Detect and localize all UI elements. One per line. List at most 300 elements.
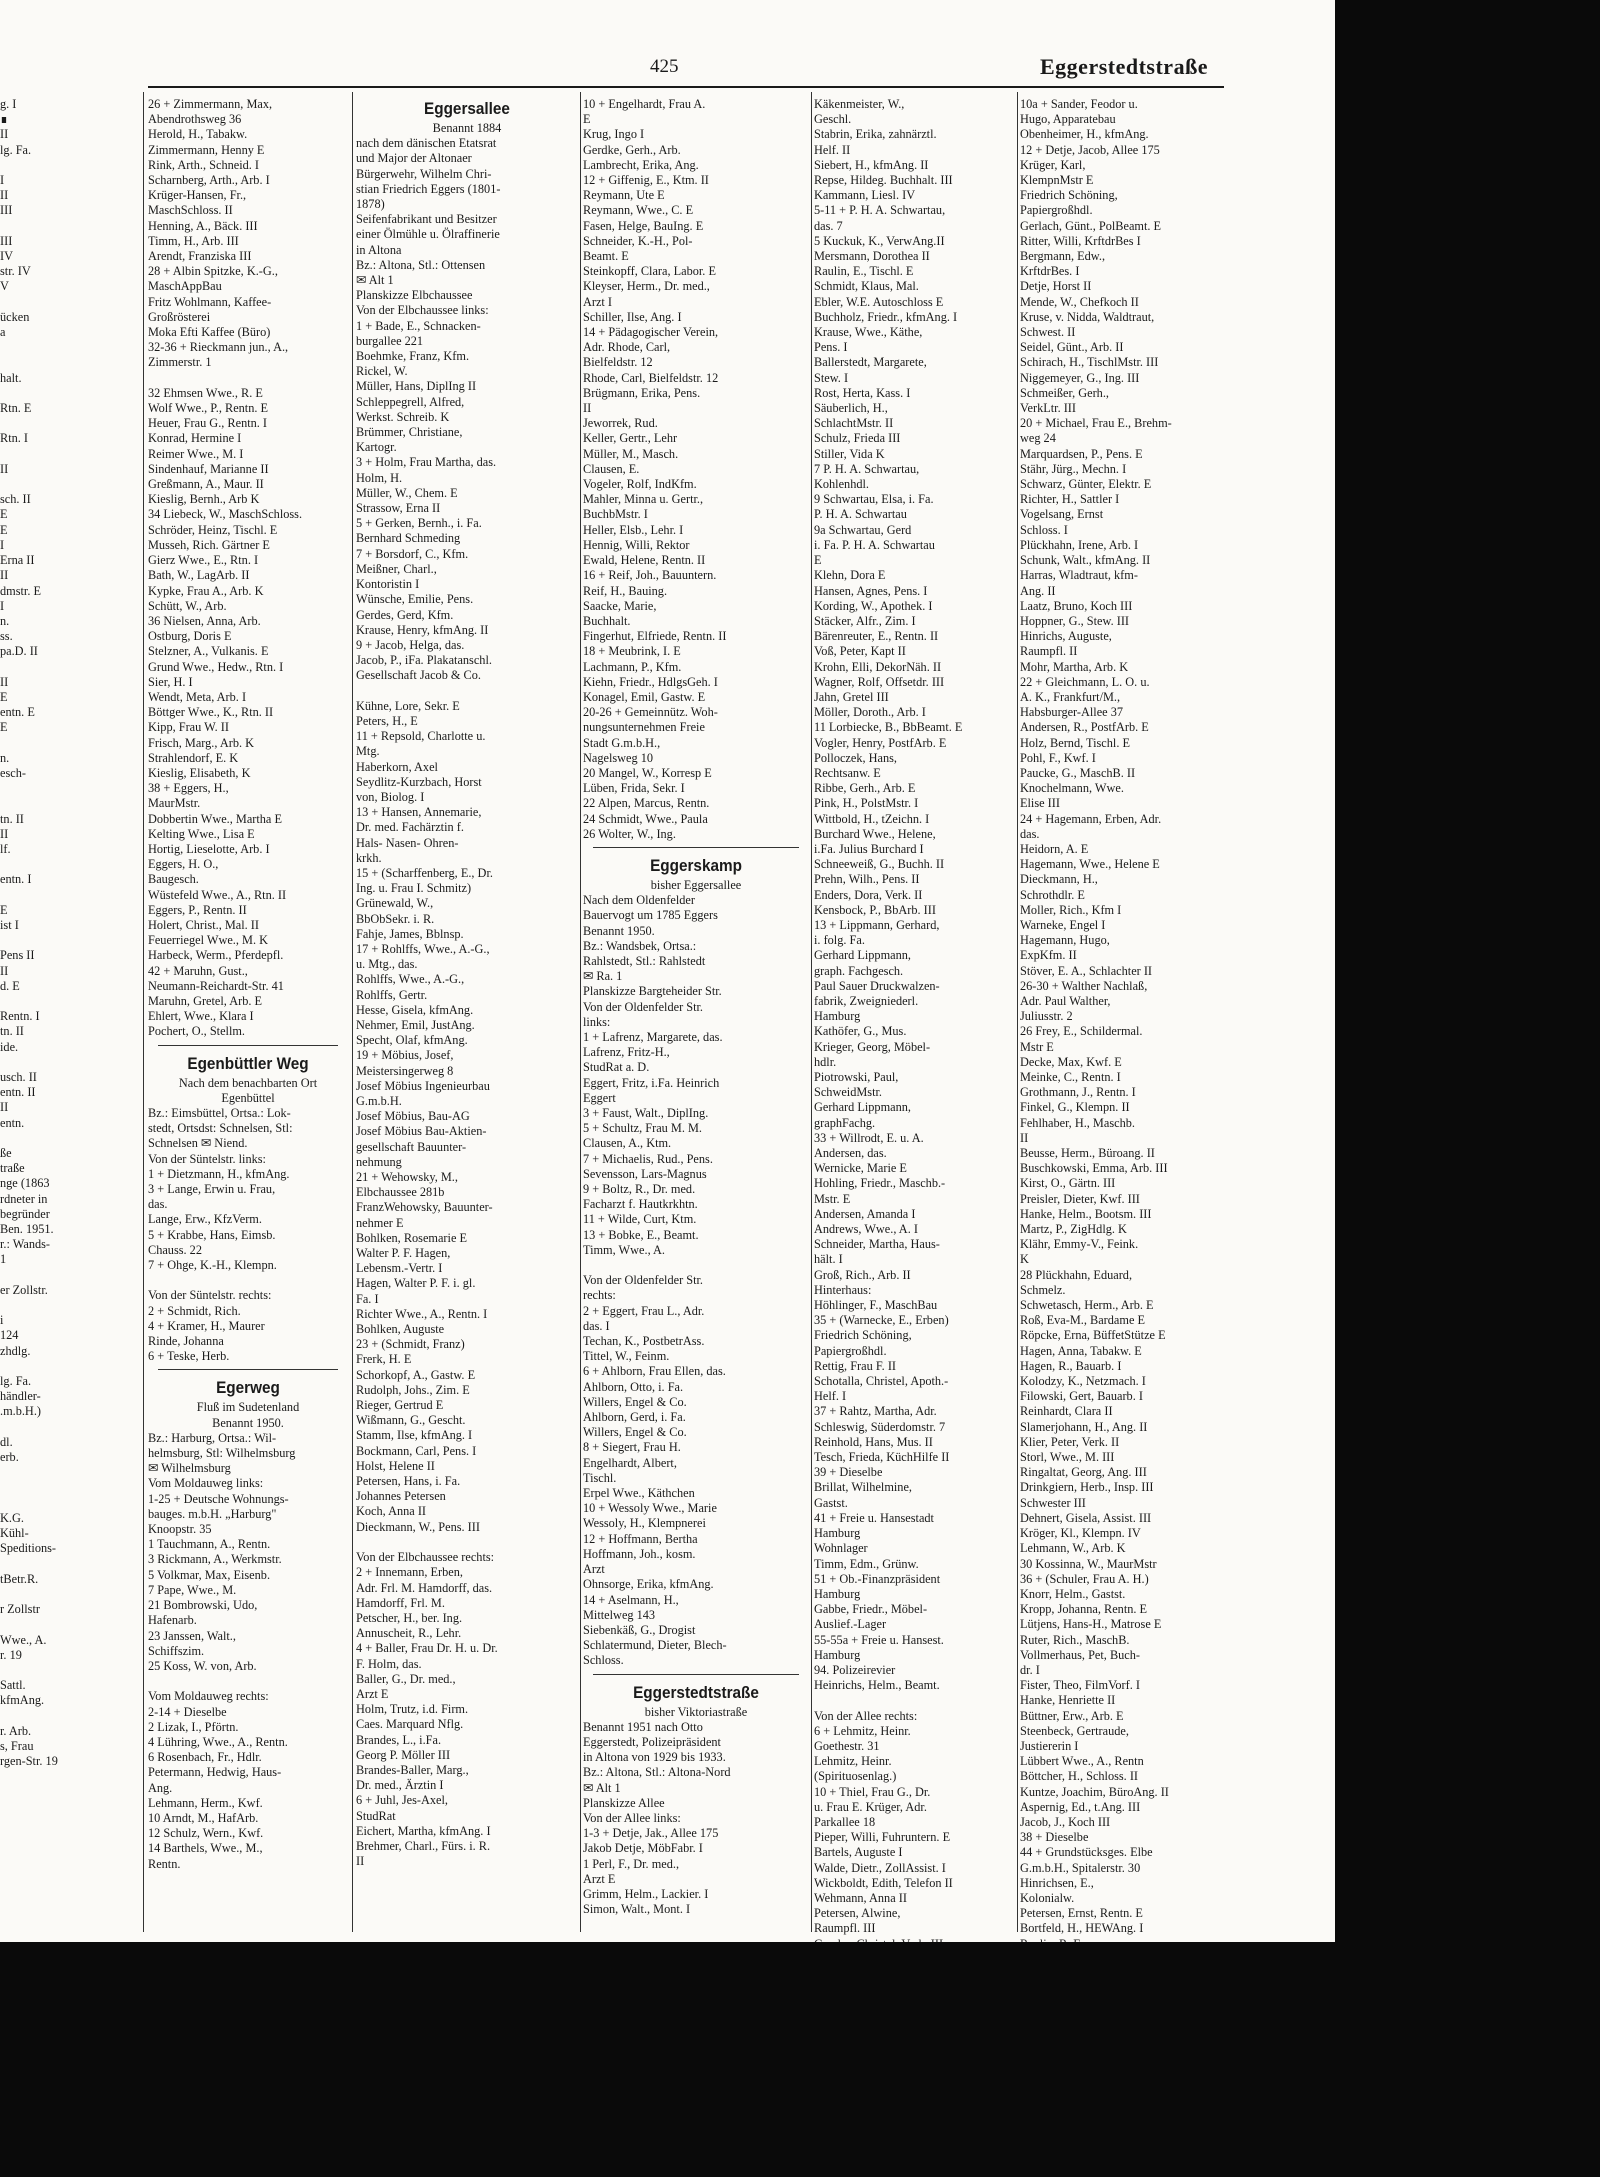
- directory-entry: Büttner, Erw., Arb. E: [1020, 1708, 1124, 1723]
- directory-entry: Kensbock, P., BbArb. III: [814, 902, 936, 917]
- directory-entry: Gabbe, Friedr., Möbel-: [814, 1602, 928, 1617]
- scan-border-bottom: [0, 1942, 1600, 2177]
- directory-entry: Krüger-Hansen, Fr.,: [148, 188, 247, 203]
- directory-entry: III: [0, 233, 13, 248]
- directory-entry: graph. Fachgesch.: [814, 963, 904, 978]
- directory-entry: tBetr.R.: [0, 1571, 39, 1586]
- directory-entry: 94. Polizeirevier: [814, 1662, 896, 1677]
- directory-entry: Elbchaussee 281b: [356, 1185, 445, 1200]
- directory-entry: Timm, Wwe., A.: [583, 1242, 665, 1257]
- directory-entry: Brügmann, Erika, Pens.: [583, 385, 701, 400]
- directory-entry: Von der Elbchaussee links:: [356, 303, 489, 318]
- directory-entry: 2 + Eggert, Frau L., Adr.: [583, 1303, 705, 1318]
- directory-entry: Reymann, Wwe., C. E: [583, 203, 694, 218]
- directory-entry: Gerlach, Günt., PolBeamt. E: [1020, 218, 1162, 233]
- directory-entry: 8 + Siegert, Frau H.: [583, 1440, 681, 1455]
- directory-entry: Grünewald, W.,: [356, 896, 434, 911]
- directory-entry: II: [0, 188, 9, 203]
- directory-entry: r.: Wands-: [0, 1237, 51, 1252]
- directory-entry: Stew. I: [814, 370, 849, 385]
- directory-entry: in Altona von 1929 bis 1933.: [583, 1750, 726, 1765]
- directory-entry: Mtg.: [356, 744, 380, 759]
- directory-entry: Egenbüttel: [221, 1090, 275, 1105]
- directory-entry: Schrothdlr. E: [1020, 887, 1085, 902]
- directory-entry: [0, 781, 142, 796]
- directory-entry: Müller, Hans, DiplIng II: [356, 379, 477, 394]
- directory-entry: Keller, Gertr., Lehr: [583, 431, 678, 446]
- directory-entry: Hamburg: [814, 1647, 861, 1662]
- directory-entry: nach dem dänischen Etatsrat: [356, 136, 497, 151]
- directory-entry: Seydlitz-Kurzbach, Horst: [356, 774, 482, 789]
- directory-entry: Rickel, W.: [356, 364, 408, 379]
- directory-entry: 32 Ehmsen Wwe., R. E: [148, 385, 263, 400]
- directory-entry: Klier, Peter, Verk. II: [1020, 1434, 1120, 1449]
- directory-entry: 20 + Michael, Frau E., Brehm-: [1020, 416, 1172, 431]
- directory-entry: I: [0, 598, 5, 613]
- directory-entry: 4 + Baller, Frau Dr. H. u. Dr.: [356, 1641, 498, 1656]
- directory-entry: 124: [0, 1328, 19, 1343]
- directory-entry: Wolf Wwe., P., Rentn. E: [148, 401, 269, 416]
- directory-entry: Hamburg: [814, 1526, 861, 1541]
- directory-entry: Reinhardt, Clara II: [1020, 1404, 1113, 1419]
- directory-entry: Ringaltat, Georg, Ang. III: [1020, 1465, 1147, 1480]
- directory-entry: Clausen, A., Ktm.: [583, 1136, 672, 1151]
- directory-entry: Brehmer, Charl., Fürs. i. R.: [356, 1838, 491, 1853]
- directory-entry: Moller, Rich., Kfm I: [1020, 902, 1122, 917]
- directory-entry: [0, 1663, 142, 1678]
- directory-entry: nge (1863: [0, 1176, 50, 1191]
- directory-entry: 23 Janssen, Walt.,: [148, 1628, 236, 1643]
- directory-entry: Paucke, G., MaschB. II: [1020, 765, 1136, 780]
- directory-entry: [0, 219, 142, 234]
- directory-entry: Meinke, C., Rentn. I: [1020, 1070, 1121, 1084]
- directory-entry: Eichert, Martha, kfmAng. I: [356, 1823, 491, 1838]
- directory-entry: helmsburg, Stl: Wilhelmsburg: [148, 1446, 296, 1461]
- directory-entry: 26-30 + Walther Nachlaß,: [1020, 978, 1148, 993]
- directory-entry: links:: [583, 1014, 611, 1029]
- directory-entry: 5 + Gerken, Bernh., i. Fa.: [356, 516, 482, 531]
- directory-entry: Baller, G., Dr. med.,: [356, 1671, 456, 1686]
- column-4: [814, 97, 1014, 1936]
- directory-entry: Kartogr.: [356, 440, 397, 455]
- directory-entry: Schmelz.: [1020, 1282, 1066, 1297]
- directory-entry: [0, 1480, 142, 1495]
- directory-entry: Rentn. I: [0, 1009, 40, 1024]
- directory-entry: Großrösterei: [148, 309, 211, 324]
- directory-entry: Schorkopf, A., Gastw. E: [356, 1367, 476, 1382]
- directory-entry: Adr. Paul Walther,: [1020, 993, 1111, 1008]
- directory-entry: [356, 684, 578, 699]
- directory-entry: 12 + Giffenig, E., Ktm. II: [583, 173, 709, 188]
- directory-entry: II: [1020, 1130, 1029, 1145]
- directory-entry: Hoffmann, Joh., kosm.: [583, 1546, 696, 1561]
- directory-entry: Hennig, Willi, Rektor: [583, 537, 690, 552]
- directory-entry: Kiehn, Friedr., HdlgsGeh. I: [583, 674, 718, 689]
- directory-entry: hdlr.: [814, 1054, 837, 1069]
- directory-entry: das.: [1020, 826, 1040, 841]
- directory-entry: [0, 1465, 142, 1480]
- directory-entry: Schloss.: [583, 1653, 624, 1668]
- directory-entry: ss.: [0, 629, 13, 644]
- directory-entry: stian Friedrich Eggers (1801-: [356, 181, 501, 196]
- directory-entry: usch. II: [0, 1070, 37, 1084]
- directory-entry: Walter P. F. Hagen,: [356, 1246, 451, 1261]
- directory-entry: erb.: [0, 1450, 19, 1465]
- directory-entry: Buschkowski, Emma, Arb. III: [1020, 1161, 1168, 1176]
- directory-entry: Meißner, Charl.,: [356, 561, 437, 576]
- directory-entry: Stäcker, Alfr., Zim. I: [814, 613, 916, 628]
- directory-entry: Hanke, Helm., Bootsm. III: [1020, 1206, 1152, 1221]
- directory-entry: Nagelsweg 10: [583, 750, 654, 765]
- directory-entry: Bz.: Wandsbek, Ortsa.:: [583, 938, 697, 953]
- directory-entry: 3 + Faust, Walt., DiplIng.: [583, 1106, 709, 1120]
- directory-entry: VerkLtr. III: [1020, 401, 1076, 416]
- directory-entry: Reinhold, Hans, Mus. II: [814, 1434, 933, 1449]
- directory-entry: 21 + Wehowsky, M.,: [356, 1170, 458, 1185]
- directory-entry: Laatz, Bruno, Koch III: [1020, 598, 1133, 613]
- directory-entry: 34 Liebeck, W., MaschSchloss.: [148, 507, 303, 522]
- directory-entry: 4 + Kramer, H., Maurer: [148, 1318, 265, 1333]
- directory-entry: Goethestr. 31: [814, 1738, 880, 1753]
- directory-entry: Von der Süntelstr. links:: [148, 1151, 266, 1166]
- directory-entry: Jahn, Gretel III: [814, 689, 889, 704]
- directory-entry: Von der Elbchaussee rechts:: [356, 1550, 495, 1565]
- directory-entry: Sindenhauf, Marianne II: [148, 461, 269, 476]
- directory-entry: nehmer E: [356, 1215, 404, 1230]
- directory-entry: 37 + Rahtz, Martha, Adr.: [814, 1404, 937, 1419]
- directory-entry: [0, 1420, 142, 1435]
- directory-entry: rgen-Str. 19: [0, 1754, 58, 1769]
- directory-entry: Petscher, H., ber. Ing.: [356, 1610, 463, 1625]
- directory-entry: Müller, M., Masch.: [583, 446, 679, 461]
- directory-entry: Krug, Ingo I: [583, 127, 645, 142]
- directory-entry: 18 + Meubrink, I. E: [583, 644, 681, 659]
- directory-entry: 22 Alpen, Marcus, Rentn.: [583, 796, 710, 811]
- directory-entry: weg 24: [1020, 431, 1056, 446]
- directory-entry: Benannt 1950.: [583, 923, 655, 938]
- directory-entry: Nach dem benachbarten Ort: [178, 1075, 318, 1090]
- directory-entry: Von der Allee links:: [583, 1810, 681, 1825]
- directory-entry: Erna II: [0, 553, 35, 568]
- directory-entry: Techan, K., PostbetrAss.: [583, 1334, 705, 1349]
- directory-entry: 12 + Hoffmann, Bertha: [583, 1531, 698, 1546]
- directory-entry: Bergmann, Edw.,: [1020, 249, 1106, 264]
- directory-entry: Raumpfl. II: [1020, 644, 1078, 659]
- directory-entry: s, Frau: [0, 1738, 34, 1753]
- directory-entry: Eggerstedt, Polizeipräsident: [583, 1734, 721, 1749]
- directory-entry: Specht, Olaf, kfmAng.: [356, 1033, 468, 1048]
- directory-entry: 2 + Schmidt, Rich.: [148, 1303, 241, 1318]
- directory-entry: 10 + Wessoly Wwe., Marie: [583, 1501, 717, 1516]
- directory-entry: 20 Mangel, W., Korresp E: [583, 765, 712, 780]
- directory-entry: Benannt 1884: [432, 121, 502, 135]
- directory-entry: Filowski, Gert, Bauarb. I: [1020, 1389, 1143, 1404]
- directory-entry: 36 + (Schuler, Frau A. H.): [1020, 1571, 1149, 1586]
- directory-entry: Krause, Wwe., Käthe,: [814, 325, 923, 340]
- directory-entry: [0, 1268, 142, 1283]
- directory-entry: pa.D. II: [0, 644, 38, 659]
- directory-entry: Papiergroßhdl.: [814, 1343, 887, 1358]
- directory-entry: Fa. I: [356, 1291, 379, 1306]
- directory-entry: Hagen, Walter P. F. i. gl.: [356, 1276, 476, 1291]
- directory-entry: Schloss. I: [1020, 522, 1068, 537]
- directory-entry: Sattl.: [0, 1678, 26, 1693]
- directory-entry: [0, 1298, 142, 1313]
- directory-entry: Planskizze Elbchaussee: [356, 288, 473, 303]
- directory-entry: Hamdorff, Frl. M.: [356, 1595, 445, 1610]
- directory-entry: Schulz, Frieda III: [814, 431, 901, 446]
- directory-entry: Ruter, Rich., MaschB.: [1020, 1632, 1130, 1647]
- directory-entry: Kontoristin I: [356, 577, 420, 592]
- directory-entry: Justiererin I: [1020, 1738, 1079, 1753]
- directory-entry: kfmAng.: [0, 1693, 45, 1708]
- directory-entry: Lafrenz, Fritz-H.,: [583, 1045, 670, 1060]
- street-heading: Eggerstedtstraße: [633, 1682, 759, 1702]
- directory-entry: Polloczek, Hans,: [814, 750, 897, 765]
- directory-entry: Dr. med. Fachärztin f.: [356, 820, 464, 835]
- directory-entry: Mende, W., Chefkoch II: [1020, 294, 1139, 309]
- directory-entry: E: [814, 553, 822, 568]
- directory-entry: Ohnsorge, Erika, kfmAng.: [583, 1577, 714, 1592]
- directory-entry: Hagemann, Wwe., Helene E: [1020, 857, 1160, 872]
- running-title: Eggerstedtstraße: [1040, 54, 1209, 79]
- column-divider: [811, 92, 812, 1932]
- directory-entry: Mittelweg 143: [583, 1607, 656, 1622]
- directory-entry: Planskizze Bargteheider Str.: [583, 984, 722, 999]
- directory-entry: I: [0, 173, 5, 188]
- directory-entry: [0, 1709, 142, 1724]
- directory-entry: Frerk, H. E: [356, 1352, 412, 1367]
- directory-entry: Neumann-Reichardt-Str. 41: [148, 978, 284, 993]
- directory-entry: Niggemeyer, G., Ing. III: [1020, 370, 1140, 385]
- directory-entry: Facharzt f. Hautkrkhtn.: [583, 1197, 698, 1212]
- directory-entry: Gerdes, Gerd, Kfm.: [356, 607, 454, 622]
- directory-entry: ✉ Alt 1: [583, 1780, 621, 1795]
- directory-entry: [0, 1557, 142, 1572]
- directory-entry: Höhlinger, F., MaschBau: [814, 1298, 938, 1313]
- directory-entry: Kording, W., Apothek. I: [814, 598, 933, 613]
- directory-entry: Steinkopff, Clara, Labor. E: [583, 264, 716, 279]
- directory-entry: Schwetasch, Herm., Arb. E: [1020, 1298, 1154, 1313]
- directory-entry: 1: [0, 1252, 7, 1267]
- directory-entry: Arzt I: [583, 294, 613, 309]
- directory-entry: Brillat, Wilhelmine,: [814, 1480, 912, 1495]
- directory-entry: Bauervogt um 1785 Eggers: [583, 908, 718, 923]
- directory-entry: II: [0, 1100, 9, 1115]
- directory-entry: Bärenreuter, E., Rentn. II: [814, 629, 939, 644]
- directory-entry: 26 + Zimmermann, Max,: [148, 97, 273, 111]
- directory-entry: r. 19: [0, 1647, 22, 1662]
- directory-entry: Dobbertin Wwe., Martha E: [148, 811, 282, 826]
- directory-entry: burgallee 221: [356, 333, 424, 348]
- directory-entry: 10 + Thiel, Frau G., Dr.: [814, 1784, 931, 1799]
- section-divider: [158, 1045, 338, 1046]
- directory-entry: Mstr. E: [814, 1191, 851, 1206]
- directory-entry: Hagen, Anna, Tabakw. E: [1020, 1343, 1142, 1358]
- directory-entry: entn. E: [0, 705, 35, 720]
- directory-entry: Säuberlich, H.,: [814, 401, 888, 416]
- directory-entry: MaurMstr.: [148, 796, 201, 811]
- left-page-fragment: [0, 97, 142, 1927]
- directory-entry: Rettig, Frau F. II: [814, 1358, 897, 1373]
- directory-entry: Timm, Edm., Grünw.: [814, 1556, 919, 1571]
- directory-entry: Schröder, Heinz, Tischl. E: [148, 522, 278, 537]
- directory-entry: [0, 1587, 142, 1602]
- directory-entry: Schwester III: [1020, 1495, 1086, 1510]
- directory-entry: 5 Volkmar, Max, Eisenb.: [148, 1567, 271, 1582]
- directory-entry: Ribbe, Gerh., Arb. E: [814, 781, 916, 796]
- directory-entry: Kelting Wwe., Lisa E: [148, 826, 255, 841]
- directory-entry: Ebler, W.E. Autoschloss E: [814, 294, 944, 309]
- directory-entry: Hamburg: [814, 1009, 861, 1024]
- directory-entry: Beamt. E: [583, 249, 629, 264]
- directory-entry: Grothmann, J., Rentn. I: [1020, 1085, 1136, 1100]
- directory-entry: [0, 416, 142, 431]
- directory-entry: r Zollstr: [0, 1602, 40, 1617]
- directory-entry: Kirst, O., Gärtn. III: [1020, 1176, 1116, 1191]
- directory-entry: Schlatermund, Dieter, Blech-: [583, 1638, 727, 1653]
- directory-entry: 14 Barthels, Wwe., M.,: [148, 1841, 263, 1856]
- directory-entry: Beusse, Herm., Büroang. II: [1020, 1146, 1155, 1161]
- directory-entry: Bortfeld, H., HEWAng. I: [1020, 1921, 1144, 1936]
- directory-entry: begründer: [0, 1206, 50, 1221]
- directory-entry: Josef Möbius, Bau-AG: [356, 1109, 470, 1124]
- directory-entry: Mohr, Martha, Arb. K: [1020, 659, 1129, 674]
- directory-entry: 7 + Michaelis, Rud., Pens.: [583, 1151, 713, 1166]
- directory-entry: 38 + Dieselbe: [1020, 1830, 1089, 1845]
- directory-entry: III: [0, 203, 13, 218]
- directory-entry: Dieckmann, W., Pens. III: [356, 1519, 480, 1534]
- directory-entry: Kolonialw.: [1020, 1890, 1075, 1905]
- directory-entry: 10 Arndt, M., HafArb.: [148, 1810, 259, 1825]
- directory-entry: Rudolph, Johs., Zim. E: [356, 1382, 470, 1397]
- directory-entry: Planskizze Allee: [583, 1795, 665, 1810]
- directory-entry: Holst, Helene II: [356, 1458, 435, 1473]
- directory-entry: Walde, Dietr., ZollAssist. I: [814, 1860, 946, 1875]
- directory-entry: [0, 888, 142, 903]
- directory-entry: [356, 1535, 578, 1550]
- directory-entry: Sevensson, Lars-Magnus: [583, 1166, 707, 1181]
- directory-entry: Schnelsen ✉ Niend.: [148, 1136, 248, 1151]
- directory-entry: [0, 796, 142, 811]
- directory-entry: [0, 1496, 142, 1511]
- directory-entry: [0, 660, 142, 675]
- directory-entry: 2 + Innemann, Erben,: [356, 1565, 463, 1580]
- column-2: [356, 97, 578, 1927]
- directory-entry: Rentn.: [148, 1856, 181, 1871]
- directory-entry: 13 + Bobke, E., Beamt.: [583, 1227, 699, 1242]
- directory-entry: (Spirituosenlag.): [814, 1769, 897, 1784]
- directory-entry: KlempnMstr E: [1020, 173, 1094, 188]
- directory-entry: 30 Kossinna, W., MaurMstr: [1020, 1556, 1157, 1571]
- directory-entry: Rinde, Johanna: [148, 1334, 224, 1349]
- directory-entry: Hugo, Apparatebau: [1020, 112, 1116, 127]
- directory-entry: Dr. med., Ärztin I: [356, 1778, 444, 1793]
- directory-entry: Hanke, Henriette II: [1020, 1693, 1116, 1708]
- directory-entry: i.Fa. Julius Burchard I: [814, 841, 924, 856]
- directory-entry: Roß, Eva-M., Bardame E: [1020, 1313, 1145, 1328]
- directory-entry: 15 + (Scharffenberg, E., Dr.: [356, 865, 493, 880]
- directory-entry: Möller, Doroth., Arb. I: [814, 705, 926, 720]
- directory-entry: V: [0, 279, 9, 294]
- directory-entry: Bz.: Eimsbüttel, Ortsa.: Lok-: [148, 1106, 291, 1120]
- directory-entry: 6 + Lehmitz, Heinr.: [814, 1723, 911, 1738]
- section-divider: [593, 847, 799, 848]
- directory-entry: Andersen, das.: [814, 1146, 887, 1161]
- directory-entry: II: [583, 401, 592, 416]
- directory-entry: I: [0, 537, 5, 552]
- directory-entry: Lehmitz, Heinr.: [814, 1754, 892, 1769]
- directory-entry: [0, 1055, 142, 1070]
- directory-entry: ✉ Alt 1: [356, 273, 394, 288]
- directory-entry: Stähr, Jürg., Mechn. I: [1020, 461, 1127, 476]
- directory-entry: Rtn. E: [0, 401, 32, 416]
- directory-entry: Nach dem Oldenfelder: [583, 893, 695, 908]
- directory-entry: Werkst. Schreib. K: [356, 409, 450, 424]
- directory-entry: [0, 477, 142, 492]
- directory-entry: 1-25 + Deutsche Wohnungs-: [148, 1491, 289, 1506]
- directory-entry: Ostburg, Doris E: [148, 629, 232, 644]
- directory-entry: Krüger, Karl,: [1020, 157, 1086, 172]
- directory-entry: dmstr. E: [0, 583, 41, 598]
- directory-entry: er Zollstr.: [0, 1282, 48, 1297]
- directory-entry: Parkallee 18: [814, 1814, 876, 1829]
- directory-entry: Raulin, E., Tischl. E: [814, 264, 914, 279]
- directory-entry: a: [0, 325, 6, 340]
- directory-entry: Buchhalt.: [583, 613, 631, 628]
- directory-entry: 14 + Pädagogischer Verein,: [583, 325, 719, 340]
- directory-entry: Kieslig, Bernh., Arb K: [148, 492, 260, 507]
- directory-entry: entn. II: [0, 1085, 36, 1100]
- directory-entry: 55-55a + Freie u. Hansest.: [814, 1632, 944, 1647]
- directory-entry: Willers, Engel & Co.: [583, 1394, 687, 1409]
- directory-entry: Herold, H., Tabakw.: [148, 127, 248, 142]
- directory-entry: Maruhn, Gretel, Arb. E: [148, 993, 263, 1008]
- directory-entry: Warneke, Engel I: [1020, 917, 1106, 932]
- directory-entry: Marquardsen, P., Pens. E: [1020, 446, 1143, 461]
- directory-entry: Schleswig, Süderdomstr. 7: [814, 1419, 946, 1434]
- directory-entry: Kröger, Kl., Klempn. IV: [1020, 1526, 1141, 1541]
- directory-entry: MaschAppBau: [148, 279, 222, 294]
- directory-entry: bisher Viktoriastraße: [644, 1704, 748, 1719]
- directory-entry: lg. Fa.: [0, 1374, 32, 1389]
- directory-entry: ✉ Wilhelmsburg: [148, 1461, 231, 1476]
- directory-entry: ist I: [0, 917, 19, 932]
- directory-entry: Gerdke, Gerh., Arb.: [583, 142, 681, 157]
- directory-entry: Fehlhaber, H., Maschb.: [1020, 1115, 1135, 1130]
- directory-entry: Jacob, P., iFa. Plakatanschl.: [356, 653, 492, 668]
- directory-entry: Schwarz, Günter, Elektr. E: [1020, 477, 1152, 492]
- directory-entry: II: [0, 461, 9, 476]
- directory-entry: BbObSekr. i. R.: [356, 911, 435, 926]
- directory-entry: sch. II: [0, 492, 31, 507]
- directory-entry: Harras, Wladtraut, kfm-: [1020, 568, 1138, 583]
- directory-entry: StudRat a. D.: [583, 1060, 650, 1075]
- directory-entry: Arendt, Franziska III: [148, 249, 252, 264]
- directory-entry: [0, 340, 142, 355]
- directory-entry: Kolodzy, K., Netzmach. I: [1020, 1374, 1146, 1389]
- directory-entry: Hagemann, Hugo,: [1020, 933, 1110, 948]
- directory-entry: Wickboldt, Edith, Telefon II: [814, 1875, 953, 1890]
- directory-entry: Kleyser, Herm., Dr. med.,: [583, 279, 710, 294]
- directory-entry: 9 Schwartau, Elsa, i. Fa.: [814, 492, 934, 507]
- directory-entry: Andersen, Amanda I: [814, 1206, 916, 1221]
- directory-entry: Konagel, Emil, Gastw. E: [583, 689, 706, 704]
- directory-entry: Hals- Nasen- Ohren-: [356, 835, 459, 850]
- directory-entry: Simon, Walt., Mont. I: [583, 1902, 691, 1917]
- directory-entry: Hoppner, G., Stew. III: [1020, 613, 1130, 628]
- directory-entry: von, Biolog. I: [356, 789, 425, 804]
